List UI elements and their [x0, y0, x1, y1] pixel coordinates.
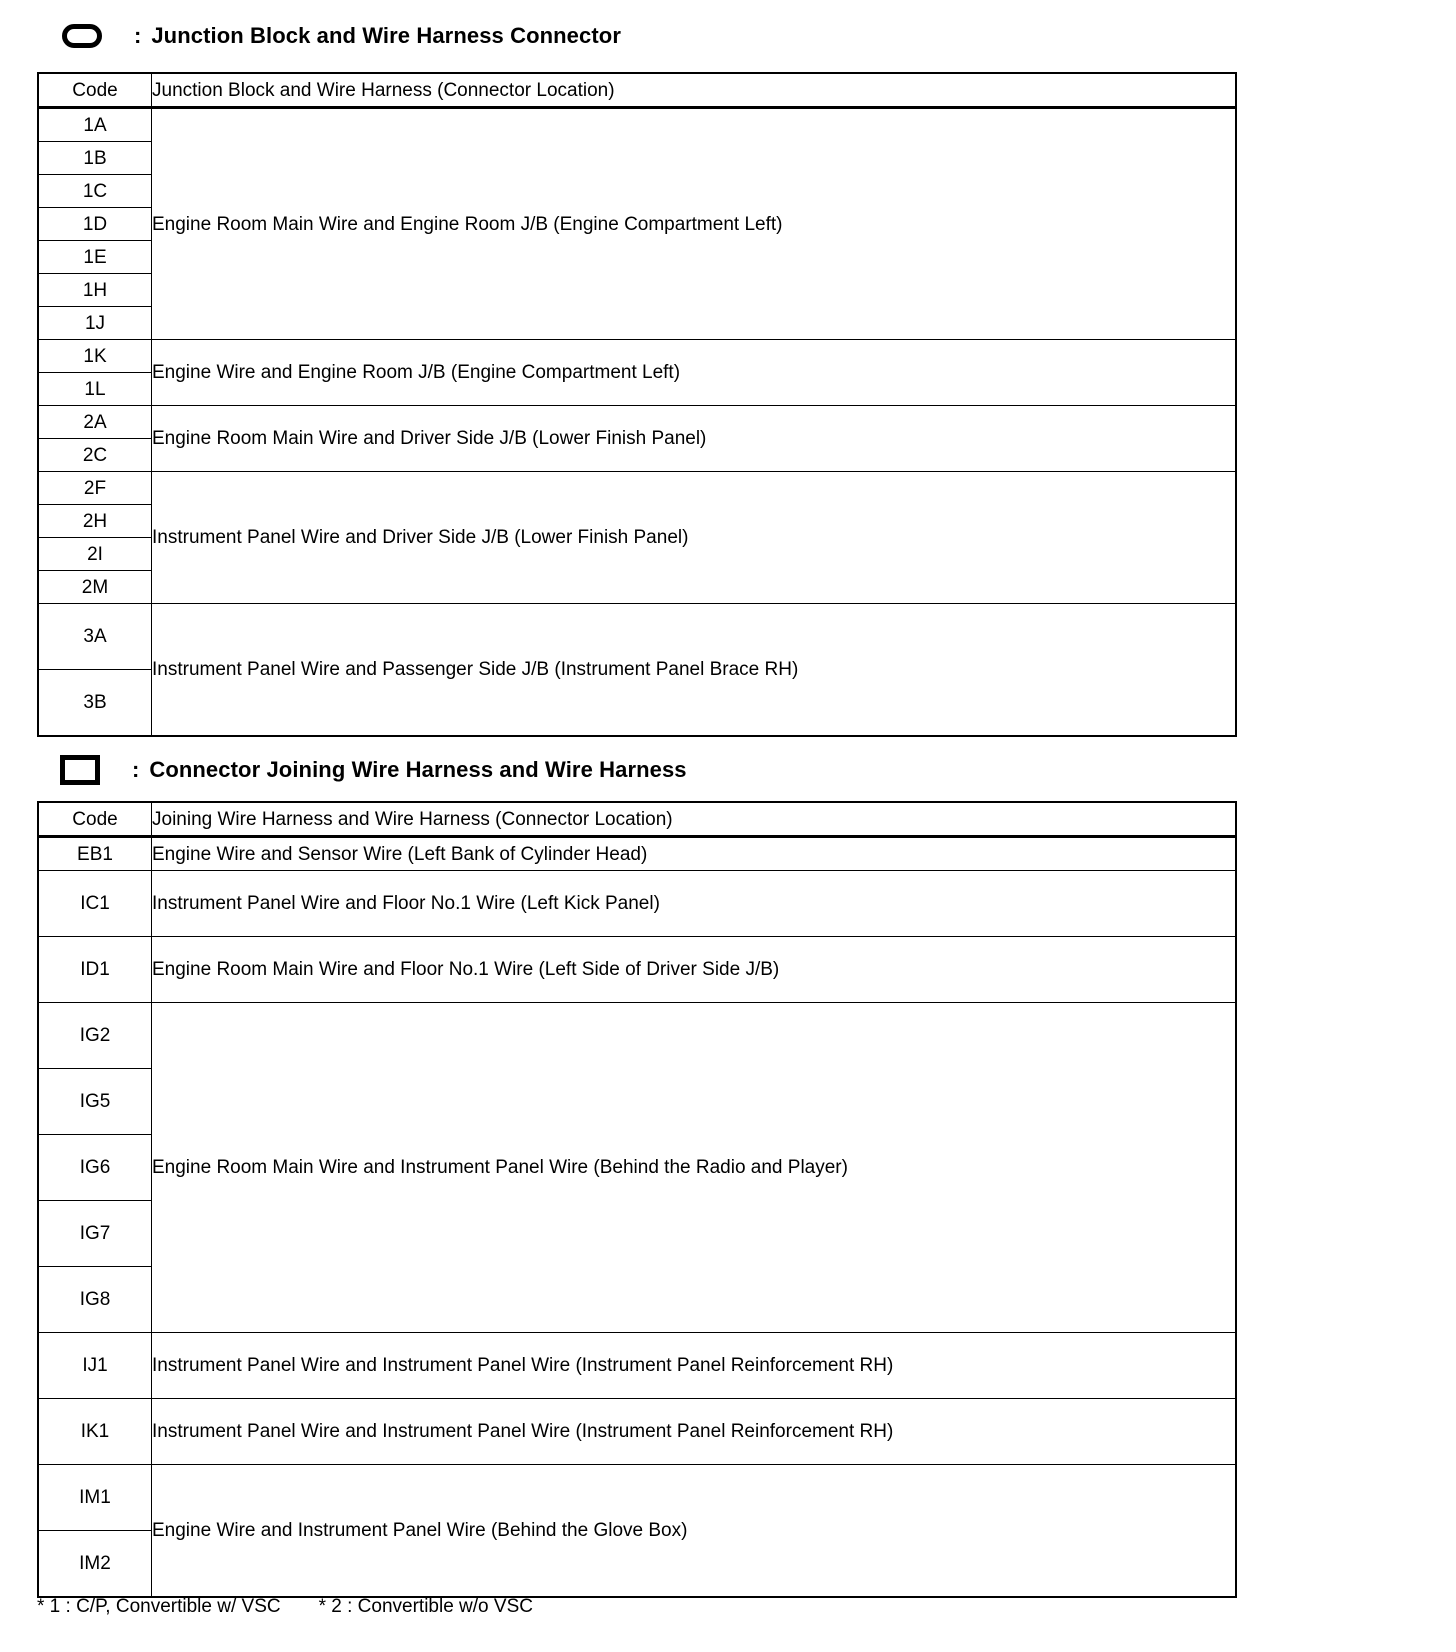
connector-code: 2C [38, 439, 152, 472]
connector-location: Engine Room Main Wire and Floor No.1 Wire (Left Side of Driver Side J/B) [152, 937, 1237, 1003]
joining-connector-table [37, 801, 1237, 1598]
connector-location: Instrument Panel Wire and Instrument Panel Wire (Instrument Panel Reinforcement RH) [152, 1399, 1237, 1465]
connector-code: 1B [38, 142, 152, 175]
table-row [38, 837, 1236, 871]
connector-location: Engine Wire and Instrument Panel Wire (Behind the Glove Box) [152, 1465, 1237, 1598]
section1-title: Junction Block and Wire Harness Connector [151, 23, 621, 48]
connector-code: 2M [38, 571, 152, 604]
connector-code: ID1 [38, 937, 152, 1003]
connector-location: Instrument Panel Wire and Instrument Panel Wire (Instrument Panel Reinforcement RH) [152, 1333, 1237, 1399]
connector-code: EB1 [38, 837, 152, 871]
connector-code: 1C [38, 175, 152, 208]
connector-code: IG8 [38, 1267, 152, 1333]
header-location: Joining Wire Harness and Wire Harness (Connector Location) [152, 802, 1237, 837]
section2-heading [60, 752, 687, 788]
connector-code: IM1 [38, 1465, 152, 1531]
connector-code: 1L [38, 373, 152, 406]
connector-code: 1J [38, 307, 152, 340]
connector-code: 2H [38, 505, 152, 538]
connector-code: IG6 [38, 1135, 152, 1201]
connector-code: 3B [38, 670, 152, 737]
table-row [38, 937, 1236, 1003]
connector-location: Instrument Panel Wire and Driver Side J/B (Lower Finish Panel) [152, 472, 1237, 604]
table-header-row [38, 73, 1236, 108]
connector-code: IG7 [38, 1201, 152, 1267]
section1-heading [60, 18, 621, 54]
header-code: Code [38, 802, 152, 837]
table-row [38, 604, 1236, 670]
table-row [38, 1003, 1236, 1069]
table-header-row [38, 802, 1236, 837]
connector-location: Instrument Panel Wire and Floor No.1 Wire (Left Kick Panel) [152, 871, 1237, 937]
connector-location: Engine Room Main Wire and Engine Room J/B (Engine Compartment Left) [152, 108, 1237, 340]
connector-location: Engine Room Main Wire and Instrument Panel Wire (Behind the Radio and Player) [152, 1003, 1237, 1333]
table-row [38, 108, 1236, 142]
connector-code: IM2 [38, 1531, 152, 1598]
connector-code: IJ1 [38, 1333, 152, 1399]
footnote-1: * 1 : C/P, Convertible w/ VSC [37, 1596, 281, 1617]
section2-colon: : [132, 757, 140, 782]
table-row [38, 406, 1236, 439]
connector-code: IG5 [38, 1069, 152, 1135]
table-row [38, 472, 1236, 505]
connector-location: Engine Wire and Sensor Wire (Left Bank of Cylinder Head) [152, 837, 1237, 871]
connector-code: 2A [38, 406, 152, 439]
connector-code: 2F [38, 472, 152, 505]
header-code: Code [38, 73, 152, 108]
table-row [38, 340, 1236, 373]
connector-code: 1A [38, 108, 152, 142]
connector-location: Instrument Panel Wire and Passenger Side J/B (Instrument Panel Brace RH) [152, 604, 1237, 737]
connector-code: 1E [38, 241, 152, 274]
connector-location: Engine Room Main Wire and Driver Side J/B (Lower Finish Panel) [152, 406, 1237, 472]
table-row [38, 871, 1236, 937]
footnotes [37, 1596, 533, 1618]
connector-code: IC1 [38, 871, 152, 937]
section1-colon: : [134, 23, 142, 48]
section2-title: Connector Joining Wire Harness and Wire Harness [149, 757, 687, 782]
joining-connector-symbol-icon [60, 755, 100, 785]
connector-code: 1D [38, 208, 152, 241]
junction-block-symbol-icon [62, 24, 102, 48]
junction-block-table [37, 72, 1237, 737]
connector-code: IK1 [38, 1399, 152, 1465]
connector-code: 2I [38, 538, 152, 571]
connector-code: 1K [38, 340, 152, 373]
connector-code: IG2 [38, 1003, 152, 1069]
connector-code: 1H [38, 274, 152, 307]
table-row [38, 1465, 1236, 1531]
connector-location: Engine Wire and Engine Room J/B (Engine Compartment Left) [152, 340, 1237, 406]
footnote-2: * 2 : Convertible w/o VSC [318, 1596, 533, 1617]
table-row [38, 1333, 1236, 1399]
header-location: Junction Block and Wire Harness (Connector Location) [152, 73, 1237, 108]
connector-code: 3A [38, 604, 152, 670]
table-row [38, 1399, 1236, 1465]
